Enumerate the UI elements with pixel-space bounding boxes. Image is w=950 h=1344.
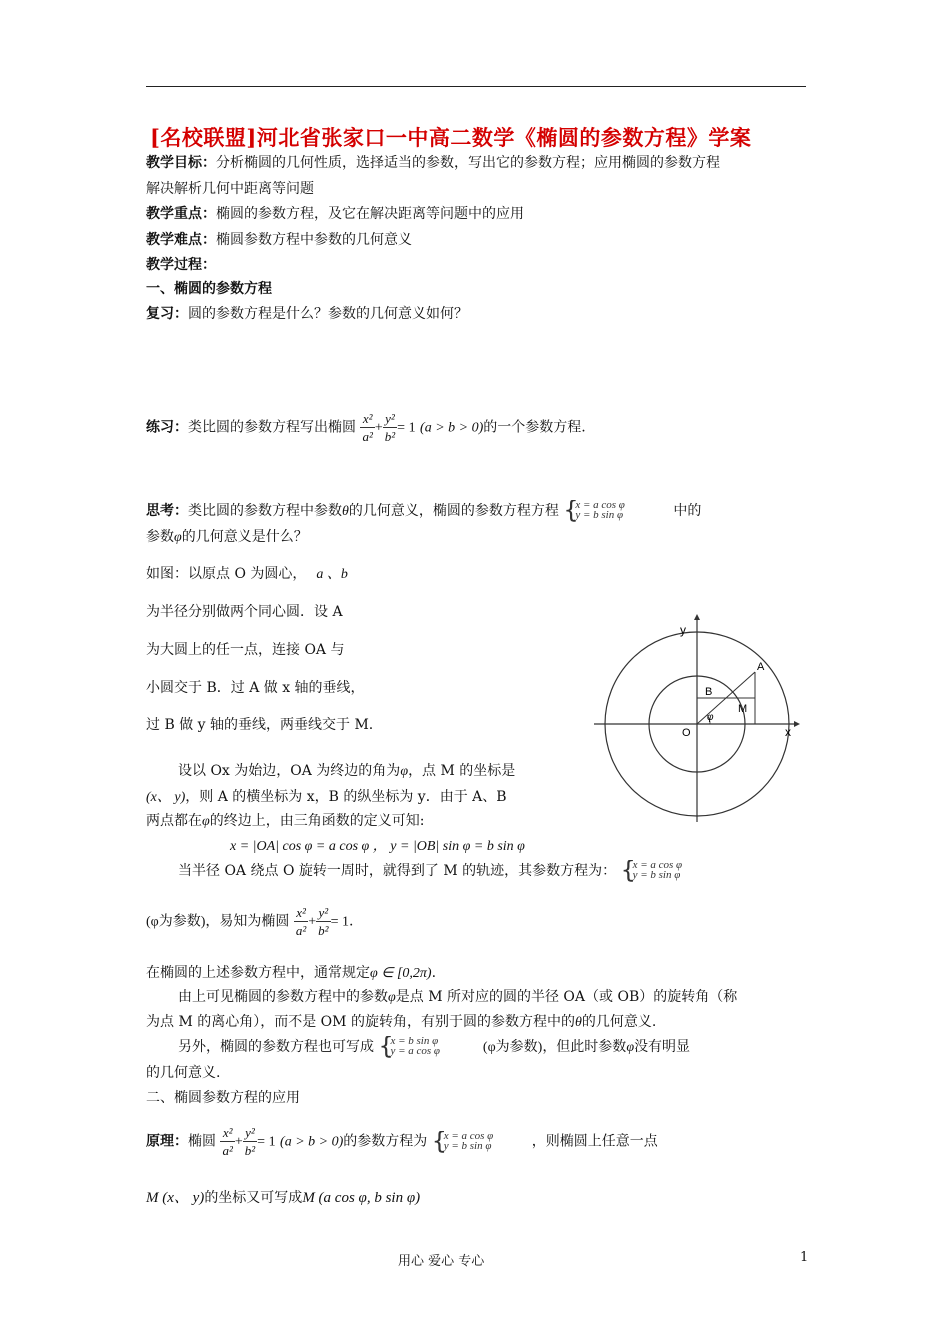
ellipse-frac-x: $\frac{\text{x²}}{\text{a²}}$ (362, 411, 373, 444)
cond: (a > b > 0) (420, 420, 484, 436)
eq-xy: x = |OA| cos φ = a cos φ ， y = |OB| sin φ = b sin φ (230, 839, 525, 854)
para2: 当半径 OA 绕点 O 旋转一周时，就得到了 M 的轨迹，其参数方程为： { x = a cos φ y = b sin φ (178, 860, 731, 882)
ab-symbols: a 、b (316, 567, 348, 582)
keypoint-label: 教学重点： (146, 206, 216, 222)
para3: 在椭圆的上述参数方程中，通常规定φ ∈ [0,2π). (146, 965, 437, 981)
keypoint (146, 203, 524, 223)
keypoint-text: 椭圆的参数方程，及它在解决距离等问题中的应用 (216, 206, 524, 222)
exercise (146, 410, 586, 445)
para4-line2: 为点 M 的离心角），而不是 OM 的旋转角，有别于圆的参数方程中的θ的几何意义. (146, 1014, 657, 1030)
objectives-text: 分析椭圆的几何性质，选择适当的参数，写出它的参数方程；应用椭圆的参数方程 (216, 155, 720, 171)
exercise-label: 练习： (146, 419, 188, 436)
ellipse-frac-y: $\frac{\text{y²}}{\text{b²}}$ (384, 411, 396, 444)
theta-symbol: θ (342, 504, 349, 519)
param-system-3: { x = b sin φ y = a cos φ (378, 1036, 441, 1058)
page-number: 1 (800, 1250, 809, 1265)
para1c: 两点都在φ的终边上，由三角函数的定义可知: (146, 813, 425, 829)
objectives-line2: 解决解析几何中距离等问题 (146, 181, 314, 197)
fig-line-3: 为大圆上的任一点，连接 OA 与 (146, 642, 345, 658)
point-M-xy: M (x、 y) (146, 1190, 205, 1206)
exercise-post: 的一个参数方程. (483, 419, 586, 436)
think-mid: 的几何意义，椭圆的参数方程方程 (348, 503, 559, 519)
think-line2b: 的几何意义是什么？ (181, 529, 308, 545)
para1b: (x、 y)，则 A 的横坐标为 x，B 的纵坐标为 y．由于 A、B (146, 789, 507, 805)
param-note-line: (φ为参数)，易知为椭圆 $\frac{\text{x²}}{\text{a²}}$ + $\frac{\text{y²}}{\text{b²}}$ = 1. (146, 905, 354, 938)
label-M: M (738, 703, 748, 715)
label-B: B (705, 686, 713, 698)
x-arrow (794, 721, 800, 727)
fig-line-5: 过 B 做 y 轴的垂线，两垂线交于 M. (146, 717, 374, 733)
section2-heading: 二、椭圆参数方程的应用 (146, 1090, 300, 1106)
param-system-2: { x = a cos φ y = b sin φ (620, 860, 683, 882)
phi-symbol: φ (174, 530, 182, 545)
review (146, 303, 468, 323)
param-system-1: { x = a cos φ y = b sin φ (563, 500, 625, 522)
label-phi: φ (707, 712, 714, 723)
think-label: 思考： (146, 503, 188, 519)
para5-line2: 的几何意义. (146, 1065, 221, 1081)
para5-line1: 另外，椭圆的参数方程也可写成 { x = b sin φ y = a cos φ (φ为参数)，但此时参数φ没有明显 (178, 1036, 691, 1058)
principle: 原理：椭圆 $\frac{\text{x²}}{\text{a²}}$ + $\frac{\text{y²}}{\text{b²}}$ = 1 (a > b > 0)的参数方程为 { x = a cos φ y = b sin φ ，则椭圆上任意一点 (146, 1125, 658, 1158)
fig-line-1: 如图：以原点 O 为圆心， a 、b (146, 566, 348, 582)
think-line2a: 参数 (146, 529, 174, 545)
think-end: 中的 (673, 503, 702, 519)
objectives-label: 教学目标： (146, 155, 216, 171)
principle-label: 原理： (146, 1133, 188, 1150)
header-rule (146, 86, 806, 87)
difficulty-text: 椭圆参数方程中参数的几何意义 (216, 232, 412, 248)
exercise-pre: 类比圆的参数方程写出椭圆 (188, 419, 356, 436)
eq-one: = 1 (397, 420, 416, 436)
difficulty-label: 教学难点： (146, 232, 216, 248)
param-system-4: { x = a cos φ y = b sin φ (431, 1130, 494, 1153)
concentric-circles-figure (592, 612, 804, 824)
label-O: O (682, 727, 691, 739)
objectives-line1 (146, 152, 720, 172)
footer: 用心 爱心 专心 (398, 1254, 485, 1269)
fig-line-2: 为半径分别做两个同心圆．设 A (146, 604, 343, 620)
think-line1 (146, 500, 701, 522)
think-pre: 类比圆的参数方程中参数 (188, 503, 342, 519)
y-arrow (694, 614, 700, 620)
label-A: A (757, 661, 765, 673)
label-y: y (680, 623, 686, 637)
param-note: (φ为参数) (146, 914, 206, 930)
point-M-param: M (a cos φ, b sin φ) (302, 1190, 421, 1206)
para1: 设以 Ox 为始边，OA 为终边的角为φ，点 M 的坐标是 (178, 763, 516, 779)
para4-line1: 由上可见椭圆的参数方程中的参数φ是点 M 所对应的圆的半径 OA（或 OB）的旋转角（称 (178, 989, 738, 1005)
difficulty (146, 229, 412, 249)
plus: + (374, 420, 383, 436)
section1-heading: 一、椭圆的参数方程 (146, 281, 272, 297)
page-title: [名校联盟]河北省张家口一中高二数学《椭圆的参数方程》学案 (150, 125, 752, 150)
phi-range: φ ∈ [0,2π) (370, 966, 432, 981)
process-heading: 教学过程： (146, 257, 216, 273)
think-line2 (146, 526, 308, 546)
label-x: x (785, 725, 791, 739)
review-text: 圆的参数方程是什么？参数的几何意义如何？ (188, 306, 468, 322)
review-label: 复习： (146, 306, 188, 322)
coords-line: M (x、 y)的坐标又可写成M (a cos φ, b sin φ) (146, 1190, 421, 1206)
fig-line-4: 小圆交于 B．过 A 做 x 轴的垂线， (146, 680, 365, 696)
